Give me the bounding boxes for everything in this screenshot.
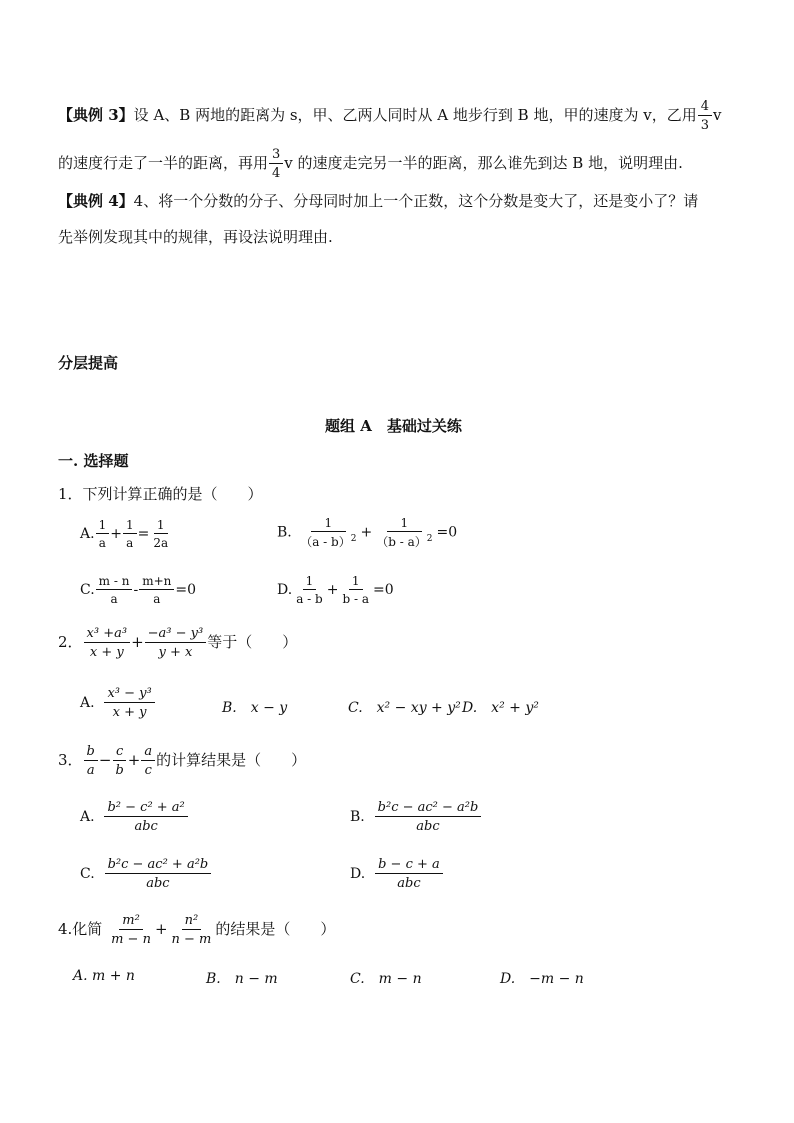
q1-option-c: C. $\frac{m - n}{a}$ - $\frac{m+n}{a}$ =0 — [80, 574, 197, 606]
example-3-line-2: 的速度行走了一半的距离，再用 $\frac{3}{4}$ v 的速度走完另一半的距离，那么谁先到达 B 地，说明理由. — [58, 147, 683, 181]
q3-option-b: B. $\frac{\text{b²c − ac² − a²b}}{\text{abc}}$ — [350, 801, 482, 833]
fraction-three-quarters: $\frac{3}{4}$ — [269, 148, 283, 180]
q4-option-c: C. m − n — [350, 971, 422, 987]
example-3-line-1: 【典例 3】设 A、B 两地的距离为 s，甲、乙两人同时从 A 地步行到 B 地，甲的速度为 v，乙用 $\frac{4}{3}$ v — [58, 99, 722, 133]
question-4-stem: 4.化简 $\frac{\text{m²}}{m - n}$ + $\frac{\text{n²}}{n - m}$ 的结果是（ ） — [58, 913, 336, 947]
group-title: 题组 A 基础过关练 — [325, 417, 462, 435]
q2-option-b: B. x − y — [222, 700, 288, 716]
q2-option-d: D. x² + y² — [462, 700, 539, 716]
q2-option-c: C. x² − xy + y² — [348, 700, 461, 716]
q1-option-d: D. $\frac{1}{a - b}$ + $\frac{1}{b - a}$ =0 — [277, 574, 394, 606]
q3-option-d: D. $\frac{b - c + a}{\text{abc}}$ — [350, 858, 444, 890]
q4-option-d: D. −m − n — [500, 971, 584, 987]
question-2-stem: 2． $\frac{\text{x³ +a³}}{x + y}$ + $\frac{\text{−a³ − y³}}{y + x}$ 等于（ ） — [58, 626, 298, 660]
q4-option-b: B. n − m — [206, 971, 278, 987]
example-3-text-1: 设 A、B 两地的距离为 s，甲、乙两人同时从 A 地步行到 B 地，甲的速度为 v，乙用 — [133, 106, 697, 124]
q3-option-c: C. $\frac{\text{b²c − ac² + a²b}}{\text{abc}}$ — [80, 858, 212, 890]
part-title: 一. 选择题 — [58, 452, 129, 470]
question-1-stem: 1．下列计算正确的是（ ） — [58, 485, 263, 503]
q1-option-a: A. $\frac{1}{a}$ + $\frac{1}{a}$ = $\frac{1}{2a}$ — [80, 518, 169, 550]
question-3-stem: 3． $\frac{b}{a}$ − $\frac{c}{b}$ + $\frac{a}{c}$ 的计算结果是（ ） — [58, 744, 307, 778]
example-4-line-2: 先举例发现其中的规律，再设法说明理由. — [58, 228, 333, 246]
fraction-four-thirds: $\frac{4}{3}$ — [698, 100, 712, 132]
example-4-tag: 【典例 4】 — [58, 192, 134, 210]
q1-option-b: B. $\frac{1}{(a - b)^2}$ + $\frac{1}{(b - a)^2}$ =0 — [277, 516, 458, 549]
section-title: 分层提高 — [58, 354, 119, 372]
q3-option-a: A. $\frac{\text{b² − c² + a²}}{\text{abc}}$ — [80, 801, 189, 833]
example-4-line-1: 【典例 4】4、将一个分数的分子、分母同时加上一个正数，这个分数是变大了，还是变小了？请 — [58, 192, 699, 210]
example-3-tag: 【典例 3】 — [58, 106, 134, 124]
q4-option-a: A. m + n — [73, 968, 135, 984]
q2-option-a: A. $\frac{\text{x³ − y³}}{x + y}$ — [80, 687, 156, 719]
